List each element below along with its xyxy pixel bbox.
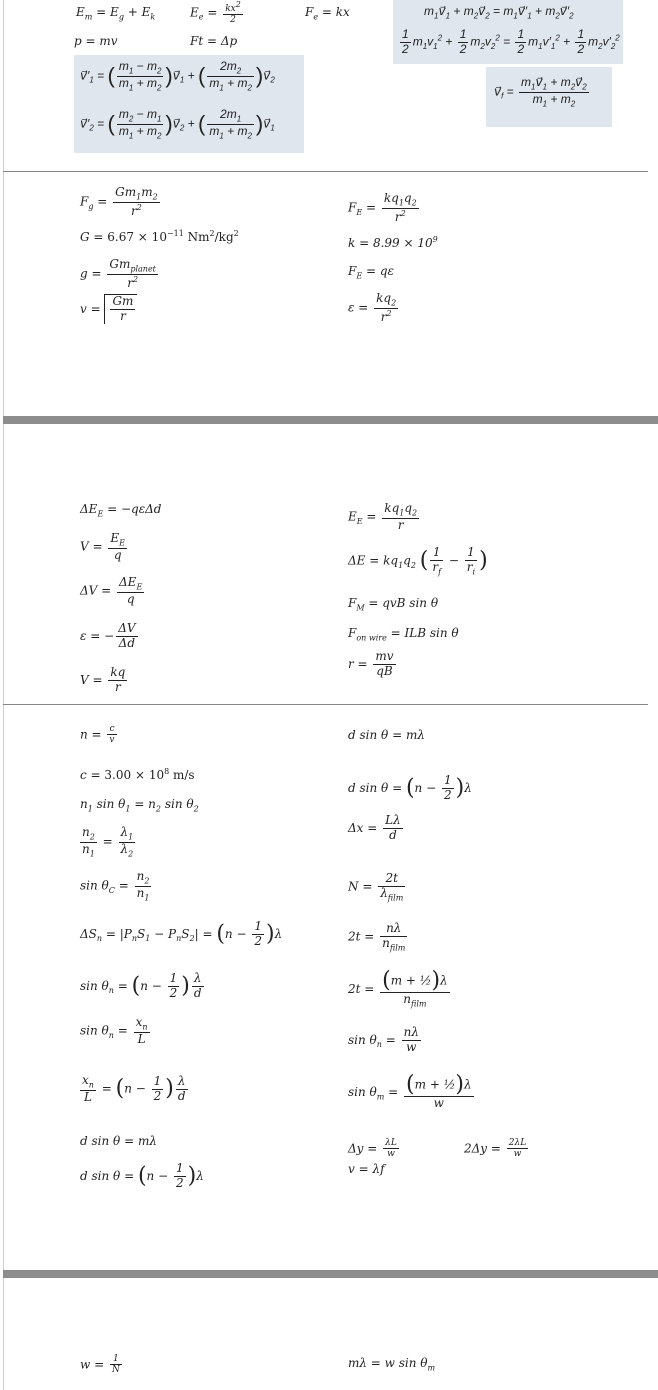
- formula-dy: Δy = $\frac{\lambda L}{w}$: [348, 1138, 397, 1160]
- formula-inelastic-vf: $v⃗_f$ = $\frac{m_1v⃗_1 + m_2v⃗_2}{m_1 + m_2}$: [494, 75, 587, 108]
- formula-conservation-momentum: $m_1v⃗_1$ + $m_2v⃗_2$ = $m_1v⃗'_1$ + $m_2v⃗'_2$: [424, 4, 574, 21]
- formula-conservation-ke: $\frac{1}{2}$ $m_1v_1^2$ + $\frac{1}{2}$ $m_2v_2^2$ = $\frac{1}{2}$ $m_1v'_1^2$ + $\frac{1}{2}$ $m_2v'_2^2$: [402, 27, 620, 56]
- formula-elastic-v1: $v⃗'_1$ = ( $\frac{m_1 - m_2}{m_1 + m_2}$ )$v⃗_1$ + ( $\frac{2m_2}{m_1 + m_2}$ )$v⃗_2$: [80, 59, 275, 92]
- formula-field-from-v: ε = − $\frac{\Delta V}{\Delta d}$: [80, 621, 136, 650]
- formula-single1: $\sin \theta_n$ = $\frac{n\lambda}{w}$: [348, 1025, 419, 1054]
- formula-index: n = $\frac{c}{v}$: [80, 724, 115, 746]
- formula-xn-l: $\frac{x_n}{L}$ = (n − $\frac{1}{2}$ ) $\frac{\lambda}{d}$: [82, 1073, 186, 1104]
- formula-coulomb-force: $F_E$ = $\frac{kq_1q_2}{r^2}$: [348, 191, 417, 224]
- page-break-1: [3, 416, 658, 424]
- formula-field-force: $F_E = q\varepsilon$: [348, 264, 394, 281]
- formula-grav-constant: $G = 6.67 \times 10^{-11}$ $Nm^2/kg^2$: [80, 229, 239, 244]
- formula-impulse: Ft = Δp: [190, 34, 238, 48]
- formula-field-strength: ε = $\frac{kq_2}{r^2}$: [348, 291, 397, 324]
- formula-elastic-energy: $E_e$ = $\frac{kx^2}{2}$: [190, 0, 241, 26]
- formula-gravity-force: $F_g$ = $\frac{Gm_1m_2}{r^2}$: [80, 185, 158, 218]
- formula-delta-e: $\Delta E = kq_1q_2$ ( $\frac{1}{r_f}$ − $\frac{1}{r_i}$ ): [348, 545, 488, 577]
- formula-grating: d sin θ = mλ: [348, 728, 425, 742]
- formula-w: w = $\frac{1}{N}$: [80, 1354, 120, 1376]
- formula-momentum: p = mv: [74, 34, 118, 48]
- formula-thin1: 2t = $\frac{n\lambda}{n_{film}}$: [348, 921, 406, 953]
- formula-electric-pe: $E_E$ = $\frac{kq_1q_2}{r}$: [348, 501, 418, 532]
- formula-wire-force: $F_{on wire}$ = ILB sin θ: [348, 626, 459, 643]
- formula-point-voltage: V = $\frac{kq}{r}$: [80, 665, 126, 694]
- formula-grating-half: d sin θ = (n − $\frac{1}{2}$ )λ: [348, 773, 472, 802]
- formula-spring-force: $F_e$ = kx: [305, 5, 350, 22]
- formula-coulomb-constant: $k = 8.99 \times 10^9$: [348, 235, 438, 250]
- formula-ratio: $\frac{n_2}{n_1}$ = $\frac{\lambda_1}{\lambda_2}$: [82, 825, 134, 858]
- formula-sin-n: $\sin \theta_n = (n$ − $\frac{1}{2}$ ) $\frac{\lambda}{d}$: [80, 971, 202, 1000]
- formula-path-diff: $\Delta S_n = |P_nS_1 - P_nS_2| = (n$ − $\frac{1}{2}$ )λ: [80, 919, 283, 948]
- formula-dsin-half: d sin θ = (n − $\frac{1}{2}$ )λ: [80, 1161, 204, 1190]
- formula-grav-field: g = $\frac{Gm_{planet}}{r^2}$: [80, 257, 156, 290]
- page-break-2: [3, 1270, 658, 1278]
- formula-speed-light: $c = 3.00 \times 10^8$ m/s: [80, 767, 195, 782]
- formula-snell: $n_1$ $\sin \theta_1 = n_2$ $\sin \theta_2$: [80, 797, 199, 814]
- formula-two-dy: 2Δy = $\frac{2\lambda L}{w}$: [464, 1138, 527, 1160]
- formula-voltage: V = $\frac{E_E}{q}$: [80, 531, 125, 562]
- formula-elastic-v2: $v⃗'_2$ = ( $\frac{m_2 - m_1}{m_1 + m_2}$ )$v⃗_2$ + ( $\frac{2m_1}{m_1 + m_2}$ )$v⃗_1$: [80, 107, 275, 140]
- formula-critical: $\sin \theta_C$ = $\frac{n_2}{n_1}$: [80, 869, 150, 902]
- formula-dx: Δx = $\frac{L\lambda}{d}$: [348, 813, 401, 842]
- formula-orbit-speed: v = $\frac{Gm}{r}$: [80, 294, 137, 324]
- formula-single2: $\sin \theta_m$ = $\frac{\text{(m + ½)λ}}{w}$: [348, 1072, 472, 1110]
- formula-wave-speed: v = λf: [348, 1162, 385, 1176]
- separator-1: [3, 171, 648, 172]
- formula-energy-mech: $E_m = E_g + E_k$: [76, 5, 156, 22]
- formula-radius: r = $\frac{mv}{qB}$: [348, 649, 394, 678]
- formula-delta-v: ΔV = $\frac{\Delta E_E}{q}$: [80, 575, 143, 606]
- formula-N: N = $\frac{2t}{\lambda_{film}}$: [348, 871, 404, 903]
- formula-mlambda: mλ = w $\sin \theta_m$: [348, 1356, 436, 1373]
- formula-magnetic-force: $F_M$ = qvB sin θ: [348, 596, 439, 613]
- formula-sin-xl: $\sin \theta_n$ = $\frac{x_n}{L}$: [80, 1015, 148, 1046]
- formula-thin2: 2t = $\frac{\text{(m + ½)λ}}{n_{film}}$: [348, 968, 448, 1009]
- formula-dsin-m: d sin θ = mλ: [80, 1134, 157, 1148]
- formula-delta-pe: $\Delta E_E = -q\varepsilon\Delta d$: [80, 502, 162, 519]
- separator-2: [3, 704, 648, 705]
